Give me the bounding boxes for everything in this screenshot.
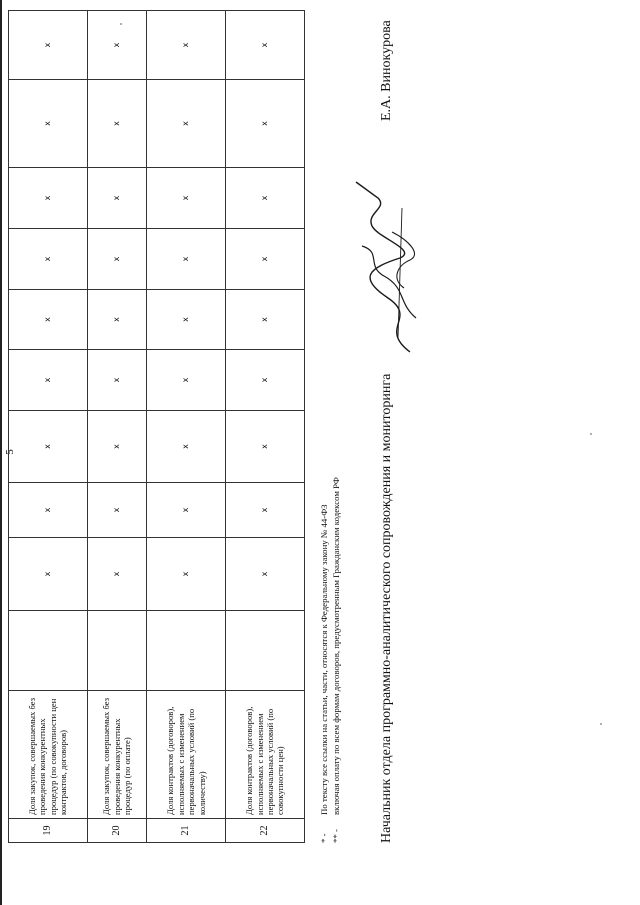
table-cell: x [9, 229, 88, 290]
table-cell: x [87, 411, 147, 483]
footnote-1 [318, 123, 330, 843]
row-description: Доля закупок, совершаемых без проведения конкурентных процедур (по совокупности цен контрактов, договоров) [9, 691, 88, 819]
table-cell: x [87, 229, 147, 290]
footnote-text: включая оплату по всем формам договоров, предусмотренным Гражданским кодексом РФ [331, 477, 341, 815]
footnotes [318, 123, 342, 843]
table-cell: x [9, 80, 88, 168]
handwritten-signature [348, 178, 428, 358]
table-cell: x [9, 290, 88, 350]
table-row [226, 11, 305, 843]
table-cell: x [147, 80, 226, 168]
table-cell: x [87, 483, 147, 538]
table-cell: x [9, 11, 88, 80]
row-number: 20 [87, 819, 147, 843]
table-row [87, 11, 147, 843]
row-number: 21 [147, 819, 226, 843]
page-number: 5 [4, 449, 16, 455]
table-cell: x [9, 350, 88, 411]
table-cell [9, 611, 88, 691]
table-cell: x [226, 290, 305, 350]
table-cell: x [87, 290, 147, 350]
table-row [9, 11, 88, 843]
table-cell: x [147, 350, 226, 411]
table-row [147, 11, 226, 843]
footnote-mark: * - [319, 833, 329, 843]
table-cell [147, 611, 226, 691]
table-cell: x [147, 411, 226, 483]
table-cell [87, 611, 147, 691]
table-cell: x [147, 11, 226, 80]
table-cell: x [87, 168, 147, 229]
table-cell: x [87, 11, 147, 80]
footnote-2 [330, 123, 342, 843]
table-cell: x [226, 483, 305, 538]
table-cell: x [147, 229, 226, 290]
table-cell: x [9, 411, 88, 483]
row-description: Доля контрактов (договоров), исполняемых с изменением первоначальных условий (по совокупности цен) [226, 691, 305, 819]
page-edge-rule [0, 0, 2, 905]
table-cell: x [87, 80, 147, 168]
signatory-role: Начальник отдела программно-аналитического сопровождения и мониторинга [379, 373, 394, 843]
table-cell: x [147, 538, 226, 611]
table-cell: x [9, 168, 88, 229]
indicators-table [8, 10, 305, 843]
table-cell: x [226, 229, 305, 290]
footnote-text: По тексту все ссылки на статьи, части, относятся к Федеральному закону № 44-ФЗ [319, 504, 329, 815]
scan-speck [590, 433, 592, 435]
table-cell [226, 611, 305, 691]
table-cell: x [87, 350, 147, 411]
row-description: Доля контрактов (договоров), исполняемых с изменением первоначальных условий (по количеству) [147, 691, 226, 819]
table-cell: x [147, 168, 226, 229]
scan-speck [600, 723, 602, 725]
table-cell: x [9, 538, 88, 611]
table-cell: x [226, 411, 305, 483]
signatory-name: Е.А. Винокурова [379, 20, 394, 121]
footnote-mark: ** - [331, 829, 341, 843]
table-cell: x [226, 538, 305, 611]
scan-speck [120, 23, 122, 25]
table-cell: x [226, 11, 305, 80]
table-cell: x [226, 80, 305, 168]
row-number: 22 [226, 819, 305, 843]
row-description: Доля закупок, совершаемых без проведения конкурентных процедур (по оплате) [87, 691, 147, 819]
table-cell: x [147, 483, 226, 538]
table-cell: x [87, 538, 147, 611]
table-cell: x [226, 168, 305, 229]
table-cell: x [226, 350, 305, 411]
row-number: 19 [9, 819, 88, 843]
table-cell: x [9, 483, 88, 538]
table-cell: x [147, 290, 226, 350]
